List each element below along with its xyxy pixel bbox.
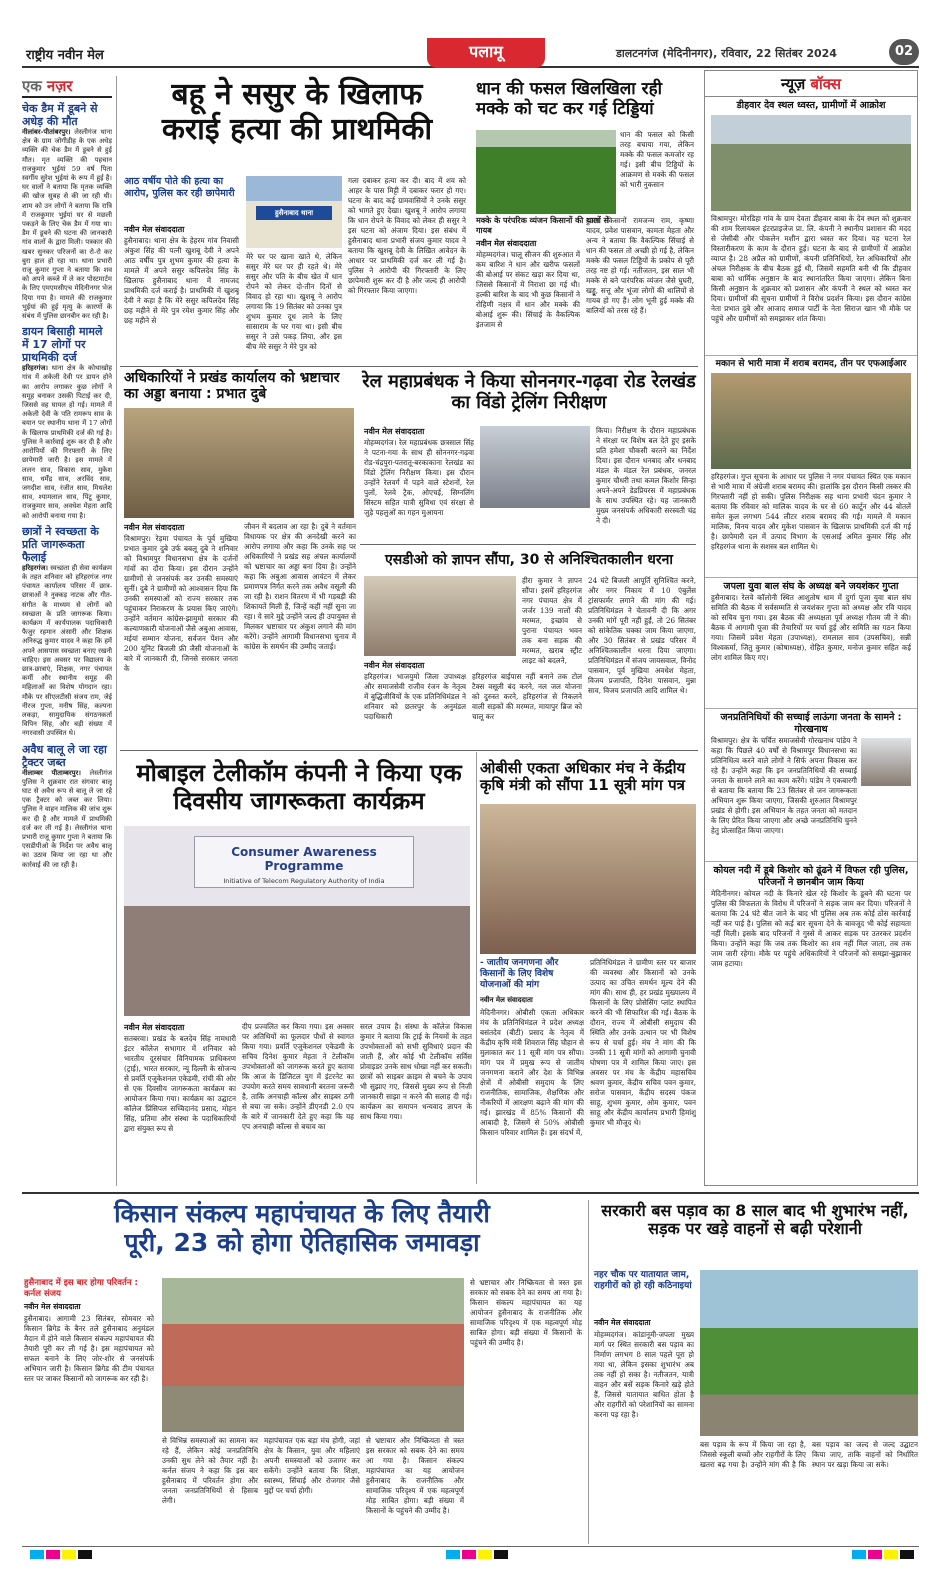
color-strip-magenta: [46, 1550, 60, 1559]
brief-dateline: नीलाम्बर पीताम्बरपुर।: [22, 768, 81, 777]
brief-body: लेस्लीगंज पुलिस ने शुक्रवार रात संगवार बालू घाट से अवैध रूप से बालू ले जा रहे एक ट्रैक्टर को जब्त कर लिया। पुलिस ने वाहन मालिक की जांच शुरू कर दी है और मामले में प्राथमिकी दर्ज कर ली गई है। लेस्लीगंज थाना प्रभारी राजू कुमार गुप्ता ने बताया कि एसडीपीओ के निर्देश पर अवैध बालू का उठाव किया जा रहा था और कार्रवाई की जा रही है।: [22, 768, 112, 869]
lead-headline-line1: बहू ने ससुर के खिलाफ: [171, 77, 423, 112]
news-box-body: मेदिनीनगर। कोयल नदी के किनारे खेल रहे किशोर के डूबने की घटना पर पुलिस की विफलता के विरोध में परिजनों ने सड़क जाम कर दिया। परिजनों ने बताया कि 24 घंटे बीत जाने के बाद भी पुलिस अब तक कोई ठोस कार्रवाई नहीं कर पाई है। पुलिस को कई बार सूचना देने के बावजूद भी कोई सहायता नहीं मिली। इसके बाद परिजनों ने गुस्से में आकर सड़क पर उतरकर प्रदर्शन किया। उन्होंने कहा कि जब तक किशोर का शव नहीं मिल जाता, तब तक जाम जारी रहेगा। मौके पर पहुंचे अधिकारियों ने परिजनों को समझा-बुझाकर जाम हटाया।: [711, 889, 911, 968]
color-strip-magenta: [462, 1550, 476, 1559]
telecom-body-col1: सतबरवा। प्रखंड के बलदेव सिंह नामधारी इंटर कॉलेज सभागार में शनिवार को भारतीय दूरसंचार विनियामक प्राधिकरण (ट्राई), भारत सरकार, न्यू दिल्ली के सोजन्य से प्रवर्ति एजुकेशनल एकेडमी, रांची की ओर से एक दिवसीय जागरूकता कार्यक्रम का आयोजन किया गया। कार्यक्रम का उद्घाटन कॉलेज प्रिंसिपल सच्चिदानंद प्रसाद, मोहन सिंह, प्रतिमा और संस्था के पदाधिकारियों द्वारा संयुक्त रूप से: [124, 1034, 236, 1133]
color-strip-cyan: [30, 1550, 44, 1559]
news-box-headline: जनप्रतिनिधियों की सच्चाई लाऊंगा जनता के सामने : गोरखनाथ: [720, 712, 902, 735]
telecom-byline: नवीन मेल संवाददाता: [124, 1023, 185, 1032]
brief-body: लेस्लीगंज थाना क्षेत्र के ग्राम जोगीडीह के एक अधेड़ व्यक्ति की चेक डैम में डूबने से हुई मौत। मृत व्यक्ति की पहचान राजकुमार भुईयां 59 वर्ष पिता स्वर्गीय सुरेश भुईयां के रूप में हुई है। घर वालों ने बताया कि मृतक व्यक्ति की खोज सुबह से की जा रही थी। शाम को उन लोगों ने बताया कि रात्रि में राजकुमार भुईयां घर से मछली पकड़ने के लिए चेक डैम में गया था। डैम में डूबने की घटना की जानकारी गांव वालों के द्वारा मिली। पत्रकार की खबर सुनकर परिजनों का रो-रो कर बुरा हाल हो रहा था। थाना प्रभारी राजू कुमार गुप्ता ने बताया कि शव को अपने कब्जे में ले कर पोस्टमार्टम के लिए एमएमसीएच मेदिनीनगर भेज दिया गया है। मामले की राजकुमार भुईयां की हुई मृत्यु के कारणों के संबंध में पुलिस छानबीन कर रही है।: [22, 128, 112, 321]
memorandum-photo: [364, 576, 516, 656]
banner-subtitle: Initiative of Telecom Regulatory Authority of India: [223, 877, 385, 885]
section-name: पलामू: [469, 42, 503, 61]
color-strip-magenta: [868, 1550, 882, 1559]
rail-byline: नवीन मेल संवाददाता: [364, 427, 425, 436]
paper-name: राष्ट्रीय नवीन मेल: [26, 48, 104, 63]
rail-body-col2: किया। निरीक्षण के दौरान महाप्रबंधक ने संरक्षा पर विशेष बल देते हुए इसके प्रति हमेशा चौकसी बरतने का निर्देश दिया। इस दौरान धनबाद और धनबाद मंडल के मंडल रेल प्रबंधक, जनरल कुमार चौधरी तथा कमल किशोर सिन्हा अपने-अपने डेडप्रियरस में महाप्रबंधक के साथ उपस्थित रहे। यह जानकारी मुख्य जनसंपर्क अधिकारी सरस्वती चंद्र ने दी।: [596, 426, 696, 525]
telecom-body-col2: दीप प्रज्वलित कर किया गया। इस अवसर पर अतिथियों का फूलदार पौधों से स्वागत किया गया। प्रवर्ति एजुकेशनल एकेडमी के सचिव दिनेश कुमार मेहता ने टेलीकॉम उपभोक्ताओं को जागरूक करते हुए बताया कि आज के डिजिटल युग में इंटरनेट का उपयोग करते समय सावधानी बरतना जरूरी है, ताकि अनचाही कॉल्स और साइबर ठगी से बचा जा सके। उन्होंने डीएनडी 2.0 एप के बारे में जानकारी देते हुए कहा कि यह एप अनचाही कॉल्स से बचाव का: [242, 1022, 354, 1131]
demolished-shrine-photo: [711, 115, 911, 211]
brief-dateline: हरिहरगंज।: [22, 364, 48, 373]
brief-item: [22, 102, 112, 321]
color-strip-black: [494, 1550, 508, 1559]
locust-byline: नवीन मेल संवाददाता: [476, 239, 537, 248]
news-box-title-b: बॉक्स: [810, 75, 842, 93]
kisan-headline-line1: किसान संकल्प महापंचायत के लिए तैयारी: [114, 1199, 490, 1228]
color-strip-yellow: [884, 1550, 898, 1559]
news-box-item: [705, 708, 917, 858]
kisan-headline: [22, 1200, 582, 1258]
obc-headline: ओबीसी एकता अधिकार मंच ने केंद्रीय कृषि मंत्री को सौंपा 11 सूत्री मांग पत्र: [480, 759, 686, 795]
lead-headline-line2: कराई हत्या की प्राथमिकी: [161, 111, 433, 147]
brief-item: [22, 743, 112, 870]
rail-inspection-photo: [480, 426, 590, 508]
locust-body-col1: मोहम्मदगंज। चालू सीजन की शुरुआत में कम बारिश ने धान और खरीफ फसलों की बोआई पर संकट खड़ा कर दिया था, जिससे किसानों में निराशा छा गई थी। हल्की बारिश के बाद भी कुछ किसानों ने रोहिणी नक्षत्र में धान और मक्के की बोआई शुरू की। सिंचाई के वैकल्पिक इंतजाम से: [476, 250, 580, 329]
news-box-body: हुसैनाबाद। रेलवे कॉलोनी स्थित आशुतोष धाम में दुर्गा पूजा युवा बाल संघ समिति की बैठक में सर्वसम्मति से जयशंकर गुप्ता को अध्यक्ष और रवि यादव को सचिव चुना गया। इस बैठक की अध्यक्षता पूर्व अध्यक्ष गौतम जी ने की। बैठक में आगामी पूजा की तैयारियों पर चर्चा हुई और समिति का गठन किया गया। जिसमें प्रवेश मेहता (उपाध्यक्ष), रामलाल साव (उपसचिव), सन्नी विश्वकर्मा, जितु कुमार (कोषाध्यक्ष), रोहित कुमार, मनोज कुमार सहित कई लोग शामिल किए गए।: [711, 593, 911, 662]
locust-body-col2: हुआ। किसानों रामजन्म राम, कृष्णा यादव, प्रवेश पासवान, कामता मेहता और अन्य ने बताया कि वैकल्पिक सिंचाई से धान की फसल तो अच्छी हो गई है, लेकिन मक्के की फसल टिड्डियों के प्रकोप से पूरी तरह नष्ट हो गई। नतीजतन, इस साल भी मक्के से बने पारंपरिक व्यंजन जैसे घुघरी, खड्डू, सत्तू और भूंजा लोगों की थालियों से गायब हो गए हैं। लोग भूनी हुई मक्के की बालियों को तरस रहे हैं।: [586, 216, 694, 315]
bdo-byline: नवीन मेल संवाददाता: [124, 523, 185, 532]
news-box-title-a: न्यूज़: [780, 75, 806, 93]
kisan-subhead: हुसैनाबाद में इस बार होगा परिवर्तन : कर्नल संजय: [24, 1278, 138, 1299]
obc-byline: नवीन मेल संवाददाता: [480, 996, 533, 1004]
bus-body-col1: मोहम्मदगंज। कांडानूमी-जपला मुख्य मार्ग पर स्थित सरकारी बस पड़ाव का निर्माण लगभग 8 साल पहले पूरा हो गया था, लेकिन इसका शुभारंभ अब तक नहीं हो सका है। नतीजतन, यात्री वाहन और बसें सड़क किनारे खड़े होते हैं, जिससे यातायात बाधित होता है और राहगीरों को परेशानियों का सामना करना पड़ रहा है।: [594, 1330, 694, 1419]
lead-subhead: आठ वर्षीय पोते की हत्या का आरोप, पुलिस कर रही छापेमारी: [124, 176, 235, 199]
brief-headline: अवैध बालू ले जा रहा ट्रैक्टर जब्त: [22, 742, 107, 769]
news-box-body: विश्रामपुर। मोरडिहा गांव के ग्राम देवता डीहवार बाबा के देव स्थल को शुक्रवार की शाम रिलायबल इंटरप्राइजेज प्रा. लि. कंपनी ने स्थानीय प्रशासन की मदद से जेसीबी और पोकलेन मशीन द्वारा ध्वस्त कर दिया। यह घटना रेल विस्तारीकरण के काम के दौरान हुई। घटना के बाद से ग्रामीणों में आक्रोश व्याप्त है। 28 अप्रैल को ग्रामीणों, कंपनी प्रतिनिधियों, रेल अधिकारियों और अंचल निरीक्षक के बीच बैठक हुई थी, जिसमें सहमति बनी थी कि डीहवार बाबा को धार्मिक अनुष्ठान के बाद स्थानांतरित किया जाएगा। लेकिन बिना किसी अनुष्ठान के शुक्रवार को प्रशासन और कंपनी ने स्थल को ध्वस्त कर दिया। ग्रामीणों की सूचना ग्रामीणों ने विरोध प्रदर्शन किया। इस दौरान कांग्रेस नेता प्रभात दुबे और आजाद समाज पार्टी के नेता सिराज खान भी मौके पर पहुंचे और ग्रामीणों को समझाकर शांत किया।: [711, 214, 911, 323]
news-box-headline: जपला युवा बाल संघ के अध्यक्ष बने जयशंकर गुप्ता: [723, 581, 899, 592]
sdo-headline: एसडीओ को ज्ञापन सौंपा, 30 से अनिश्चितकालीन धरना: [385, 552, 673, 568]
banner-title: Consumer Awareness Programme: [231, 845, 377, 873]
rail-body-col1: मोहम्मदगंज। रेल महाप्रबंधक छत्रसाल सिंह ने पटना-गया के साथ ही सोननगर-गढ़वा रोड-चंद्रपुरा-पतरातू-बरकाकाना रेलखंड का विंडो ट्रेलिंग निरीक्षण किया। इस दौरान उन्होंने रेलवर्ग में पड़ने वाले स्टेशनों, रेल पुलों, रेलवे ट्रैक, ओएचई, सिग्नलिंग सिस्टम सहित यात्री सुविधा एवं संरक्षा से जुड़े पहलुओं का गहन मुआयना: [364, 438, 474, 517]
masthead: [22, 38, 919, 68]
lead-body-col1: हुसैनाबाद। थाना क्षेत्र के हेहरम गांव निवासी अंकुश सिंह की पत्नी खुशबू देवी ने अपने आठ वर्षीय पुत्र शुभम कुमार की हत्या के मामले में अपने ससुर कपिलदेव सिंह के खिलाफ हुसैनाबाद थाना में नामजद प्राथमिकी दर्ज कराई है। प्राथमिकी में खुशबू देवी ने कहा है कि मेरे ससुर कपिलदेव सिंह छह महीने से मेरे पुत्र रमेश कुमार सिंह और छह महीने से: [124, 236, 239, 325]
telecom-headline: मोबाइल टेलीकॉम कंपनी ने किया एक दिवसीय जागरूकता कार्यक्रम: [136, 759, 462, 815]
color-strip-black: [900, 1550, 914, 1559]
bdo-body-col2: जीवन में बदलाव आ रहा है। दुबे ने वर्तमान विधायक पर क्षेत्र की अनदेखी करने का आरोप लगाया और कहा कि उनके सह पर अधिकारियों ने प्रखंड सह अंचल कार्यालयों को भ्रष्टाचार का अड्डा बना दिया है। उन्होंने कहा कि अबुआ आवास आवंटन में लेकर प्रमाणपत्र निर्गत करने तक अवैध वसूली की जा रही है। राशन वितरण में भी गड़बड़ी की शिकायतें मिली हैं, जिन्हें कहीं नहीं सुना जा रहा। ये सारे मुद्दे उन्होंने जल्द ही उपायुक्त से मिलकर भ्रष्टाचार पर अंकुश लगाने की मांग करेंगे। उन्होंने आगामी विधानसभा चुनाव में कांग्रेस के समर्थन की उम्मीद जताई।: [244, 522, 356, 651]
meeting-photo: [124, 408, 354, 518]
news-box-item: [705, 97, 917, 352]
obc-body-col1: मेदिनीनगर। ओबीसी एकता अधिकार मंच के प्रतिनिधिमंडल ने प्रदेश अध्यक्ष बसंतदेव (बीटी) प्रसाद के नेतृत्व में केंद्रीय कृषि मंत्री शिवराज सिंह चौहान से मुलाकात कर 11 सूत्री मांग पत्र सौंपा। मांग पत्र में प्रमुख रूप से जातीय जनगणना कराने और देश के विभिन्न क्षेत्रों में ओबीसी समुदाय के लिए राजनीतिक, सामाजिक, शैक्षणिक और नौकरियों में आरक्षण बढ़ाने की मांग की गई। झारखंड में 85% किसानों की आबादी है, जिसमें से 50% ओबीसी किसान परिवार शामिल हैं। इस संदर्भ में,: [480, 1008, 584, 1137]
color-strip-cyan: [852, 1550, 866, 1559]
portrait-photo: [861, 738, 911, 786]
ek-nazar-title-b: नज़र: [46, 77, 73, 95]
color-strip-black: [78, 1550, 92, 1559]
kisan-body-col5: से भ्रष्टाचार और निष्क्रियता से त्रस्त इस सरकार को सबक देने का समय आ गया है। किसान संकल्प महापंचायत का यह आयोजन हुसैनाबाद के राजनीतिक और सामाजिक परिदृश्य में एक महत्वपूर्ण मोड़ साबित होगा। बड़ी संख्या में किसानों के पहुंचने की उम्मीद है।: [470, 1278, 582, 1347]
sdo-body-col4: 24 घंटे बिजली आपूर्ति सुनिश्चित करने, और नगर निकाय में 10 एंबुलेंस ट्रांसफार्मर लगाने की मांग की गई। प्रतिनिधिमंडल ने चेतावनी दी कि अगर उनकी मांगें पूरी नहीं हुईं, तो 26 सितंबर को सांकेतिक चक्का जाम किया जाएगा, और 30 सितंबर से प्रखंड परिसर में अनिश्चितकालीन धरना दिया जाएगा। प्रतिनिधिमंडल में संजय जायसवाल, विनोद पासवान, पूर्व मुखिया अवधेश मेहता, विजय प्रजापति, दिनेश पासवान, मुन्ना साव, विजय प्रजापति आदि शामिल थे।: [588, 576, 696, 695]
brief-body: थाना क्षेत्र के कोथाखोह गांव में अकेली देवी पर डायन होने का आरोप लगाकर कुछ लोगों ने समूह बनाकर उसकी पिटाई कर दी, जिससे वह घायल हो गई। मामले में अकेली देवी के पति रामरूप साव के बयान पर स्थानीय थाना में 17 लोगों के खिलाफ प्राथमिकी दर्ज की गई है। पुलिस ने कार्रवाई शुरू कर दी है और आरोपियों की गिरफ्तारी के लिए छापेमारी जारी है। इस मामले में ललन साव, विकास साव, मुकेश साव, धर्मेंद्र साव, अरविंद साव, जगदीश साव, रंजीत साव, मिथलेश साव, श्यामलाल साव, पिंटू कुमार, राजकुमार साव, अवधेश मेहता आदि को आरोपी बनाया गया है।: [22, 364, 112, 520]
sdo-body-col3: हरिहरगंज बाईपास नहीं बनाने तक टोल टैक्स वसूली बंद करने, नल जल योजना को दुरुस्त करने, हरिहरगंज से निकलने वाली सड़कों की मरम्मत, मायापुर ब्रिज को चालू कर: [472, 672, 582, 721]
police-station-photo: [246, 176, 342, 248]
brief-item: [22, 525, 112, 739]
color-strip-cyan: [446, 1550, 460, 1559]
brief-headline: छात्रों ने स्वच्छता के प्रति जागरूकता फैलाई: [22, 524, 99, 564]
awareness-program-photo: [124, 826, 470, 1016]
telecom-body-col3: सरल उपाय है। संस्था के कॉलेज विकास कुमार ने बताया कि ट्राई के नियमों के तहत उपभोक्ताओं को सभी सुविधाएं प्रदान की जाती हैं, और कोई भी टेलीकॉम सर्विस प्रोवाइडर उनके साथ धोखा नहीं कर सकती। छात्रों को साइबर क्राइम से बचने के उपाय भी सुझाए गए, जिससे मुख्य रूप से निजी जानकारी साझा न करने की सलाह दी गई। कार्यक्रम का समापन धन्यवाद ज्ञापन के साथ किया गया।: [360, 1022, 472, 1121]
news-box-item: [705, 355, 917, 574]
news-box-headline: कोयल नदी में डूबे किशोर को ढूंढने में विफल रही पुलिस, परिजनों ने छानबीन जाम किया: [713, 865, 909, 888]
bus-body-col2: बस पड़ाव के रूप में किया जा रहा है, जिससे स्कूली बच्चों और राहगीरों के लिए खतरा बढ़ गया है। उन्होंने मांग की है कि बस पड़ाव का जल्द से जल्द उद्घाटन किया जाए, ताकि वाहनों को निर्धारित स्थान पर खड़ा किया जा सके।: [700, 1440, 918, 1469]
news-box-headline: मकान से भारी मात्रा में शराब बरामद, तीन पर एफआईआर: [715, 359, 907, 369]
news-box-body: विश्रामपुर। क्षेत्र के चर्चित समाजसेवी गोरखनाथ पांडेय ने कहा कि पिछले 40 वर्षों से विश्रामपुर विधानसभा का प्रतिनिधित्व करने वाले लोगों ने सिर्फ अपना विकास कर रहे हैं। उन्होंने कहा कि इन जनप्रतिनिधियों की सच्चाई जनता के सामने लाने का काम करेंगे। पांडेय ने एकबारगी से बताया कि बताया कि 23 सितंबर से जन जागरूकता अभियान शुरू किया जाएगा, जिसकी शुरुआत विश्रामपुर प्रखंड से होगी। इस अभियान के तहत जनता को मतदान के लिए प्रेरित किया जाएगा और अच्छे जनप्रतिनिधि चुनने हेतु प्रोत्साहित किया जाएगा।: [711, 736, 857, 835]
news-box-header: [705, 71, 917, 97]
kisan-byline: नवीन मेल संवाददाता: [24, 1302, 81, 1311]
kisan-headline-line2: पूरी, 23 को होगा ऐतिहासिक जमावड़ा: [124, 1227, 480, 1257]
locust-side-body: धान की फसल को किसी तरह बचाया गया, लेकिन मक्के की फसल कमजोर रह गई। इसी बीच टिड्डियों के आक्रमण से मक्के की फसल को भारी नुकसान: [620, 130, 694, 189]
color-strip-yellow: [62, 1550, 76, 1559]
ek-nazar-title-a: एक: [22, 77, 42, 95]
police-station-board: हुसैनाबाद थाना: [256, 206, 332, 220]
news-box-item: [705, 577, 917, 705]
lead-body-col2: मेरे घर पर खाना खाते थे, लेकिन ससुर मेरे घर पर ही रहते थे। मेरे ससुर और पति के बीच खेत में धान रोपने को लेकर दो-तीन दिनों से विवाद हो रहा था। खुशबू ने आरोप लगाया कि 19 सितंबर को उनका पुत्र शुभम कुमार दूध लाने के लिए सासाराम के घर गया था। इसी बीच ससुर ने उसे पकड़ लिया, और इस बीच मेरे ससुर ने मेरे पुत्र को: [246, 252, 342, 351]
locust-headline: धान की फसल खिलखिला रही मक्के को चट कर गई टिड्डियां: [476, 79, 663, 119]
page-number: 02: [889, 39, 919, 65]
ek-nazar-column: [22, 76, 112, 1186]
obc-subhead: - जातीय जनगणना और किसानों के लिए विशेष योजनाओं की मांग: [480, 958, 559, 990]
brief-body: स्वच्छता ही सेवा कार्यक्रम के तहत शनिवार को हरिहरगंज नगर पंचायत कार्यालय परिसर में छात्र-छात्राओं ने नुक्कड़ नाटक और गीत-संगीत के माध्यम से लोगों को स्वच्छता के प्रति जागरूक किया। कार्यक्रम में कार्यपालक पदाधिकारी फैजुर रहमान अंसारी और शिक्षक अनिरुद्ध कुमार यादव ने कहा कि हमें अपने आसपास स्वच्छता बनाए रखनी चाहिए। इस अवसर पर विद्यालय के छात्र-छात्राएं, शिक्षक, नगर पंचायत कर्मी और स्थानीय समूह की महिलाओं का विशेष योगदान रहा। मौके पर सीएलटीसी संजय राम, जेई नीरज गुप्ता, मनीष सिंह, कल्पना लकड़ा, सामुदायिक संगठनकर्ता विपिन सिंह, और बड़ी संख्या में नगरवासी उपस्थित थे।: [22, 563, 112, 738]
liquor-seizure-photo: [711, 373, 911, 469]
news-box: [704, 70, 918, 1186]
bdo-headline: अधिकारियों ने प्रखंड कार्यालय को भ्रष्टाचार का अड्डा बनाया : प्रभात दुबे: [124, 370, 340, 403]
sdo-byline: नवीन मेल संवाददाता: [364, 661, 425, 670]
lead-headline: [122, 78, 472, 147]
locust-caption: मक्के के परंपरिक व्यंजन किसानों की थालों से गायब: [476, 216, 610, 235]
brief-item: [22, 325, 112, 520]
farmers-meeting-photo: [162, 1278, 464, 1432]
bus-stand-photo: [700, 1270, 918, 1436]
kisan-body-col3: महापंचायत एक बड़ा मंच होगी, जहां क्षेत्र के किसान, युवा और महिलाएं अपनी समस्याओं को उजागर कर सकेंगे। उन्होंने बताया कि शिक्षा, स्वास्थ्य, सिंचाई और रोजगार जैसे मुद्दों पर चर्चा होगी।: [264, 1436, 360, 1495]
bus-headline: सरकारी बस पड़ाव का 8 साल बाद भी शुभारंभ नहीं, सड़क पर खड़े वाहनों से बढ़ी परेशानी: [601, 1201, 909, 1239]
kisan-body-col1: हुसैनाबाद। आगामी 23 सितंबर, सोमवार को किसान ब्रिगेड के बैनर तले हुसैनाबाद अनुमंडल मैदान में होने वाले किसान संकल्प महापंचायत की तैयारी पूरी कर ली गई है। इस महापंचायत को सफल बनाने के लिए जोर-शोर से जनसंपर्क अभियान जारी है। किसान ब्रिगेड की टीम पंचायत स्तर पर जाकर किसानों को जागरूक कर रही है।: [24, 1314, 154, 1383]
section-tab: [427, 38, 545, 68]
paddy-field-photo: [476, 130, 616, 214]
brief-headline: डायन बिसाही मामले में 17 लोगों पर प्राथमिकी दर्ज: [22, 325, 103, 365]
ek-nazar-header: [22, 76, 112, 98]
rail-headline: रेल महाप्रबंधक ने किया सोननगर-गढ़वा रोड रेलखंड का विंडो ट्रेलिंग निरीक्षण: [362, 371, 696, 413]
sdo-body-col1: हीरा कुमार ने ज्ञापन सौंपा। इसमें हरिहरगंज नगर पंचायत क्षेत्र में जर्जर 139 नालों की मरम्मत, इच्छांव से पुराना पंचायत भवन तक बना सड़क की मरम्मत, खराब स्ट्रीट लाइट को बदलने,: [522, 576, 582, 665]
color-strip-yellow: [478, 1550, 492, 1559]
awareness-banner: [194, 836, 414, 888]
obc-body-col2: प्रतिनिधिमंडल ने ग्रामीण स्तर पर बाजार की व्यवस्था और किसानों को उनके उत्पाद का उचित समर्थन मूल्य देने की मांग की। साथ ही, हर प्रखंड मुख्यालय में किसानों के लिए प्रोसेसिंग प्लांट स्थापित करने की भी सिफारिश की गई। बैठक के दौरान, राज्य में ओबीसी समुदाय की स्थिति और उनके उत्थान पर भी विशेष रूप से चर्चा हुई। मंच ने मांग की कि उनकी 11 सूत्री मांगों को आगामी चुनावी घोषणा पत्र में शामिल किया जाए। इस अवसर पर मंच के केंद्रीय महासचिव श्रवण कुमार, केंद्रीय सचिव पवन कुमार, सरोज पासवान, केंद्रीय सदस्य पंकज साहू, शुभम कुमार, ओम कुमार, पवन साहू और केंद्रीय कार्यालय प्रभारी हिमांशु कुमार भी मौजूद थे।: [590, 958, 696, 1127]
bus-byline: नवीन मेल संवाददाता: [594, 1318, 651, 1327]
news-box-headline: डीहवार देव स्थल ध्वस्त, ग्रामीणों में आक्रोश: [736, 100, 886, 111]
place-date: डालटनगंज (मेदिनीनगर), रविवार, 22 सितंबर 2024: [616, 47, 837, 60]
lead-byline: नवीन मेल संवाददाता: [124, 225, 185, 234]
bus-subhead: नहर चौक पर यातायात जाम, राहगीरों को हो रही कठिनाइयां: [594, 1270, 692, 1291]
sdo-body-col2: हरिहरगंज। भाजयुमो जिला उपाध्यक्ष और समाजसेवी राजीव रंजन के नेतृत्व में बुद्धिजीवियों के एक प्रतिनिधिमंडल ने शनिवार को छतरपुर के अनुमंडल पदाधिकारी: [364, 672, 466, 721]
brief-dateline: नीलांबर-पीतांबरपुर।: [22, 128, 71, 136]
kisan-body-col2: से विभिन्न समस्याओं का सामना कर रहे हैं, लेकिन कोई जनप्रतिनिधि उनकी सुध लेने को तैयार नहीं है। कर्नल संजय ने कहा कि इस बार हुसैनाबाद में परिवर्तन होगा और जनता जनप्रतिनिधियों से हिसाब लेगी।: [162, 1436, 258, 1505]
kisan-body-col4: से भ्रष्टाचार और निष्क्रियता से त्रस्त इस सरकार को सबक देने का समय आ गया है। किसान संकल्प महापंचायत का यह आयोजन हुसैनाबाद के राजनीतिक और सामाजिक परिदृश्य में एक महत्वपूर्ण मोड़ साबित होगा। बड़ी संख्या में किसानों के पहुंचने की उम्मीद है।: [366, 1436, 464, 1515]
obc-delegation-photo: [480, 804, 696, 954]
brief-headline: चेक डैम में डूबने से अधेड़ की मौत: [22, 102, 98, 128]
bdo-body-col1: विश्रामपुर। रेड़मा पंचायत के पूर्व मुखिया प्रभात कुमार दुबे उर्फ बबलू दुबे ने शनिवार को विश्रामपुर विधानसभा क्षेत्र के दर्जनों गांवों का दौरा किया। इस दौरान उन्होंने ग्रामीणों से जनसंपर्क कर उनकी समस्याएं सुनीं। दुबे ने ग्रामीणों को आश्वासन दिया कि उनकी समस्याओं को राज्य सरकार तक पहुंचाकर निराकरण के प्रयास किए जाएंगे। उन्होंने वर्तमान कांग्रेस-झामुमो सरकार की कल्याणकारी योजनाओं जैसे अबुआ आवास, मईयां सम्मान योजना, सर्वजन पेंशन और 200 यूनिट बिजली फ्री जैसी योजनाओं के बारे में जानकारी दी, जिनसे सरकार जनता के: [124, 534, 238, 673]
news-box-body: हरिहरगंज। गुप्त सूचना के आधार पर पुलिस ने नगर पंचायत स्थित एक मकान से भारी मात्रा में अंग्रेजी शराब बरामद की। हालांकि इस दौरान किसी तस्कर की गिरफ्तारी नहीं हो सकी। पुलिस निरीक्षक सह थाना प्रभारी चंदन कुमार ने बताया कि रविवार को मालिक यादव के घर से 60 कार्टून और 44 बोतलें समेत कुल लगभग 544 लीटर शराब बरामद की गई। मामले में मकान मालिक, विनय यादव और मुकेश पासवान के खिलाफ प्राथमिकी दर्ज की गई है। छापेमारी दल में उत्पाद विभाग के एसआई अमित कुमार सिंह और हरिहरगंज थाना के सशस्त्र बल शामिल थे।: [711, 472, 911, 551]
news-box-item: [705, 861, 917, 1019]
lead-body-col3: गला दबाकर हत्या कर दी। बाद में शव को आहर के पास मिट्टी में दबाकर फरार हो गए। घटना के बाद कई ग्रामवासियों ने उनके ससुर को भागते हुए देखा। खुशबू ने आरोप लगाया कि धान रोपने के विवाद को लेकर ही ससुर ने इस घटना को अंजाम दिया। इस संबंध में हुसैनाबाद थाना प्रभारी संजय कुमार यादव ने बताया कि खुशबू देवी के लिखित आवेदन के आधार पर प्राथमिकी दर्ज कर ली गई है। पुलिस ने आरोपी की गिरफ्तारी के लिए छापेमारी शुरू कर दी है और जल्द ही आरोपी को गिरफ्तार किया जाएगा।: [348, 176, 466, 295]
brief-dateline: हरिहरगंज।: [22, 563, 48, 572]
